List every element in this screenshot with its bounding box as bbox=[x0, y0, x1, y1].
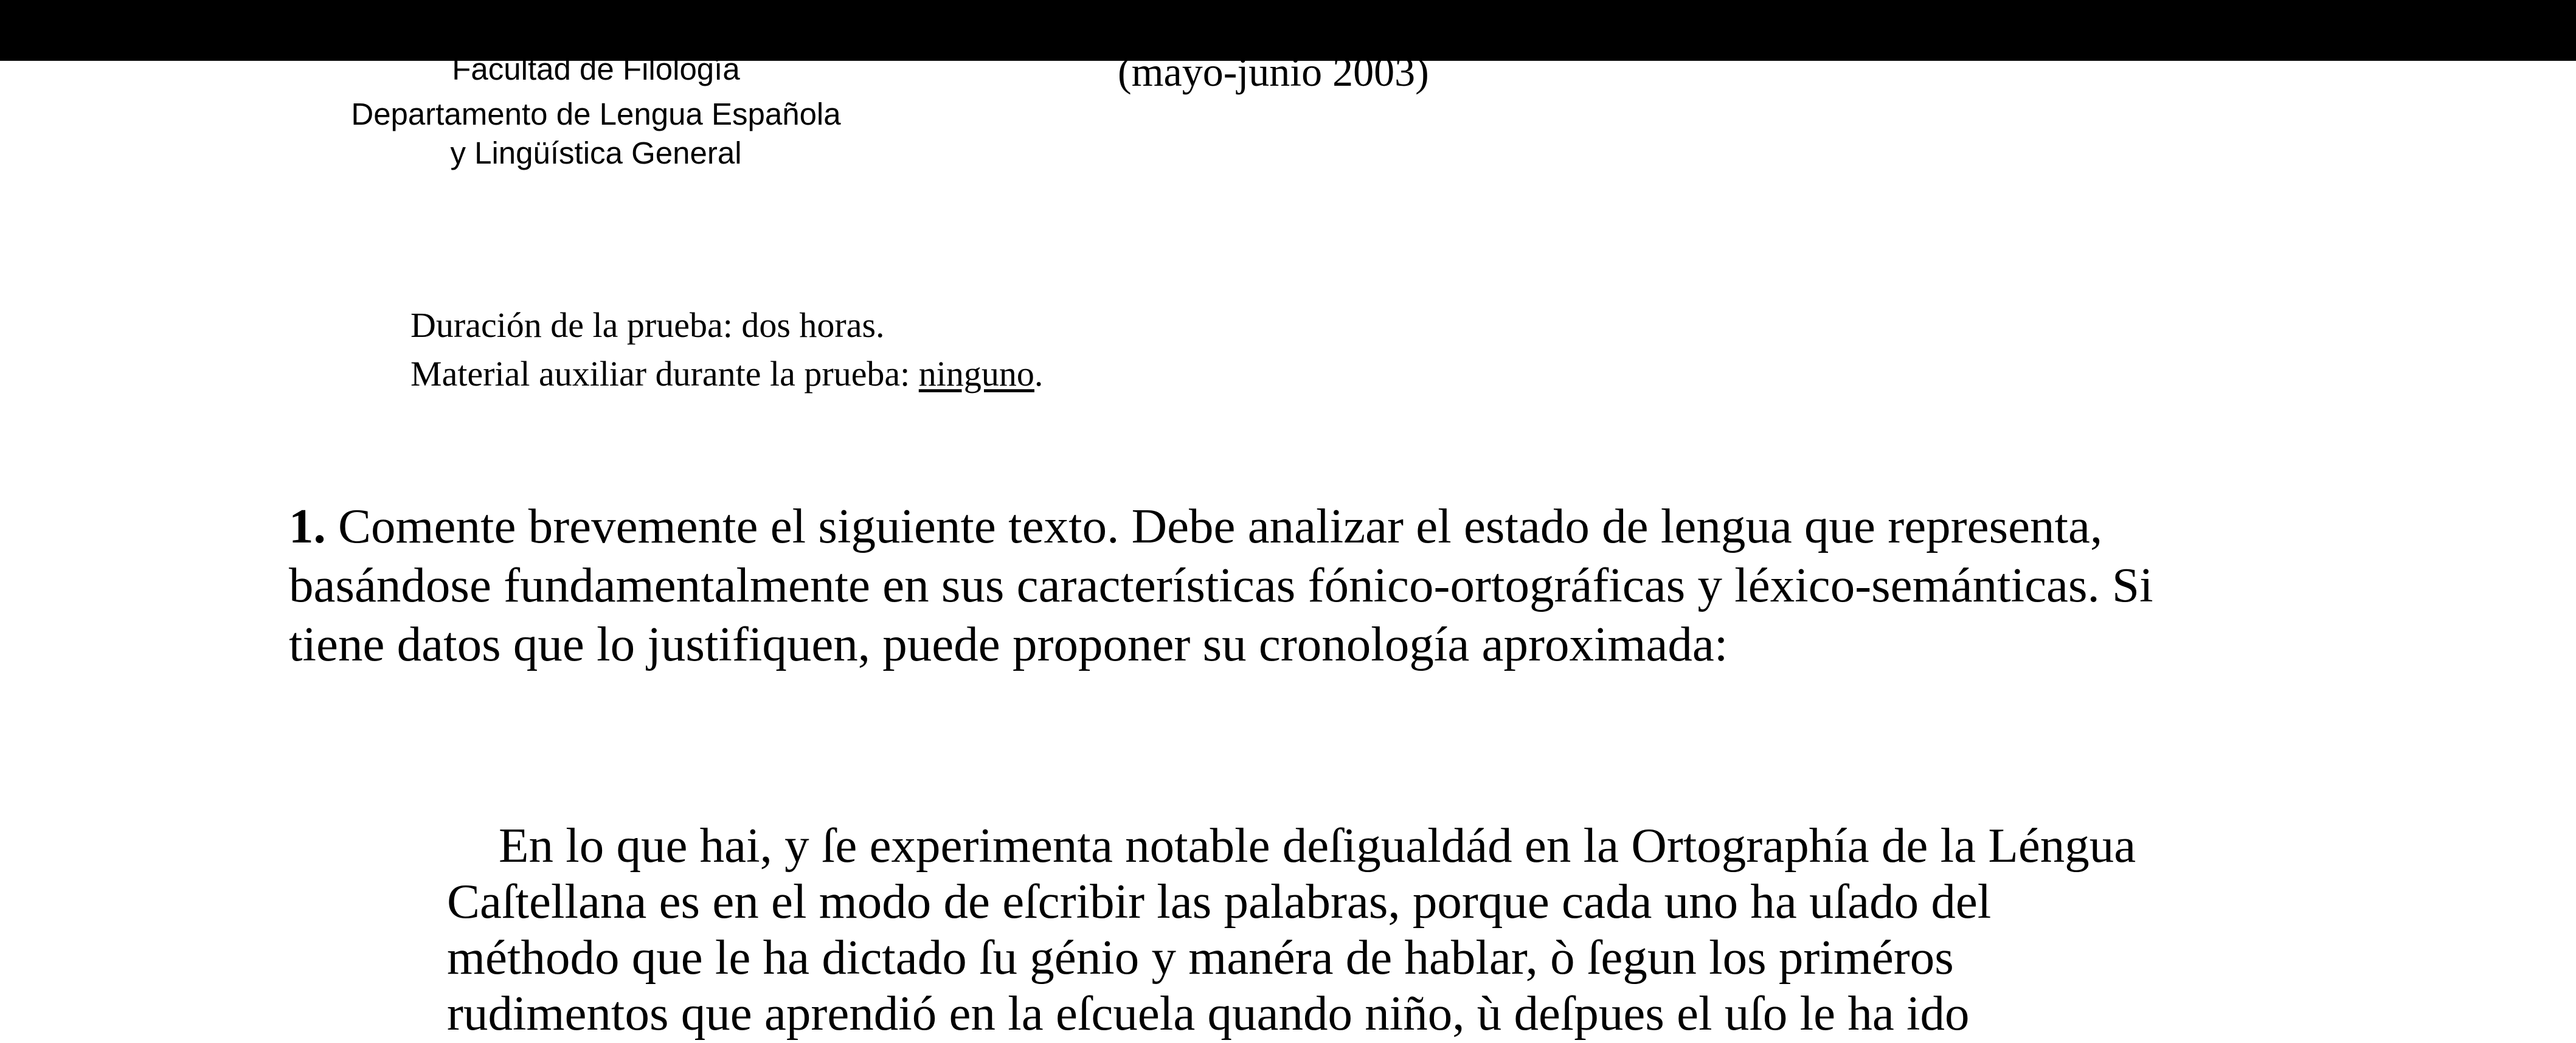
department-division: y Lingüística General bbox=[450, 136, 742, 170]
question-number: 1. bbox=[289, 499, 326, 553]
exam-duration: Duración de la prueba: dos horas. bbox=[410, 305, 885, 345]
quoted-text-line-3: méthodo que le ha dictado ſu génio y manéra de hablar, ò ſegun los priméros bbox=[447, 930, 1954, 985]
question-text-1: Comente brevemente el siguiente texto. Debe analizar el estado de lengua que representa, bbox=[325, 499, 2103, 553]
material-end: . bbox=[1034, 354, 1044, 393]
quoted-text-line-1: En lo que hai, y ſe experimenta notable deſigualdád en la Ortographía de la Léngua bbox=[499, 818, 2136, 873]
faculty-name: Facultad de Filología bbox=[452, 52, 740, 86]
material-label: Material auxiliar durante la prueba: bbox=[410, 354, 919, 393]
quoted-text-line-2: Caſtellana es en el modo de eſcribir las palabras, porque cada uno ha uſado del bbox=[447, 874, 1992, 929]
exam-date: (mayo-junio 2003) bbox=[1118, 49, 1429, 95]
quoted-text-line-4: rudimentos que aprendió en la eſcuela quando niño, ù deſpues el uſo le ha ido bbox=[447, 986, 1970, 1041]
exam-material bbox=[410, 353, 1043, 395]
material-value: ninguno bbox=[918, 354, 1034, 393]
question-1-line-2: basándose fundamentalmente en sus características fónico-ortográficas y léxico-semánticas. Si bbox=[289, 558, 2153, 612]
question-1-line-1 bbox=[289, 497, 2478, 556]
question-1-line-3: tiene datos que lo justifiquen, puede proponer su cronología aproximada: bbox=[289, 617, 1728, 671]
department-name: Departamento de Lengua Española bbox=[351, 97, 841, 131]
